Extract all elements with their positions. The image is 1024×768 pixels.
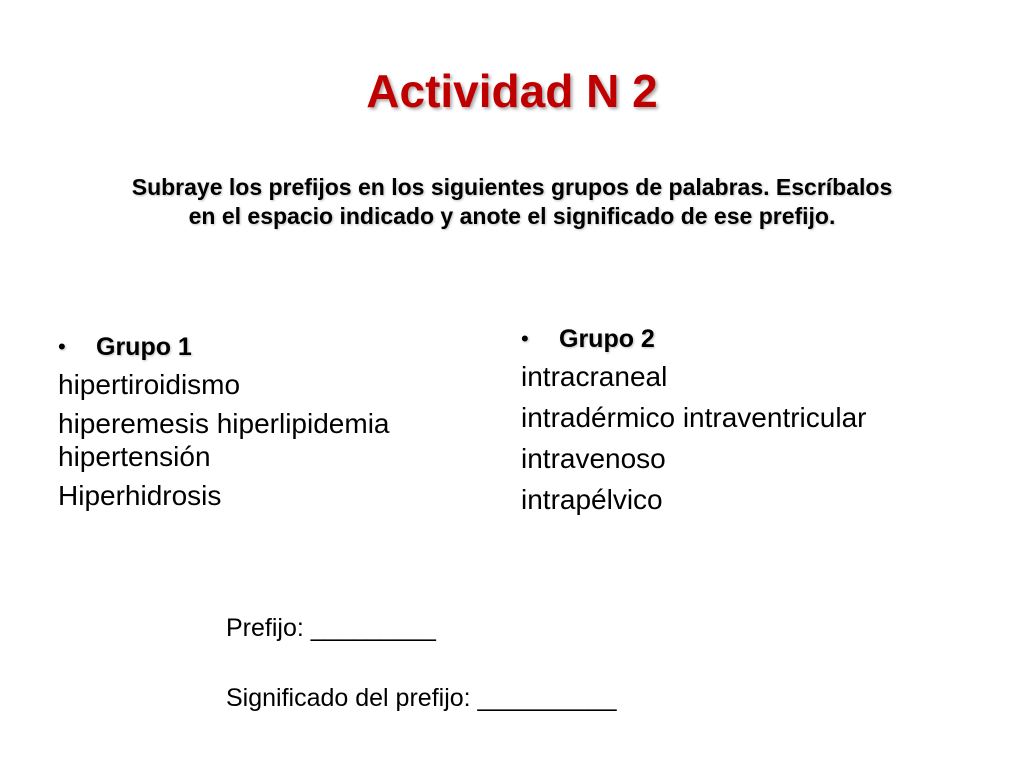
group-2-heading-row	[521, 324, 981, 354]
group-2-word: intradérmico intraventricular	[521, 402, 867, 434]
group-1-column	[58, 332, 478, 518]
group-1-word: Hiperhidrosis	[58, 480, 222, 512]
meaning-blank-line: Significado del prefijo: __________	[226, 684, 617, 712]
group-2-word: intracraneal	[521, 361, 668, 392]
group-2-word: intrapélvico	[521, 484, 663, 516]
bullet-icon: •	[521, 325, 529, 351]
group-2-column	[521, 324, 981, 524]
group-2-heading: Grupo 2	[559, 325, 655, 353]
group-1-heading: Grupo 1	[96, 333, 192, 361]
bullet-icon: •	[58, 333, 66, 359]
group-1-word: hiperemesis hiperlipidemia hipertensión	[58, 408, 390, 473]
prefix-blank-line: Prefijo: _________	[226, 614, 436, 642]
group-2-word: intravenoso	[521, 443, 666, 475]
instructions-text: Subraye los prefijos en los siguientes grupos de palabras. Escríbalos en el espacio indicado y anote el significado de ese prefijo.	[131, 174, 893, 230]
slide-title: Actividad N 2	[366, 65, 658, 117]
group-1-word: hipertiroidismo	[58, 369, 241, 400]
group-1-heading-row	[58, 332, 478, 362]
